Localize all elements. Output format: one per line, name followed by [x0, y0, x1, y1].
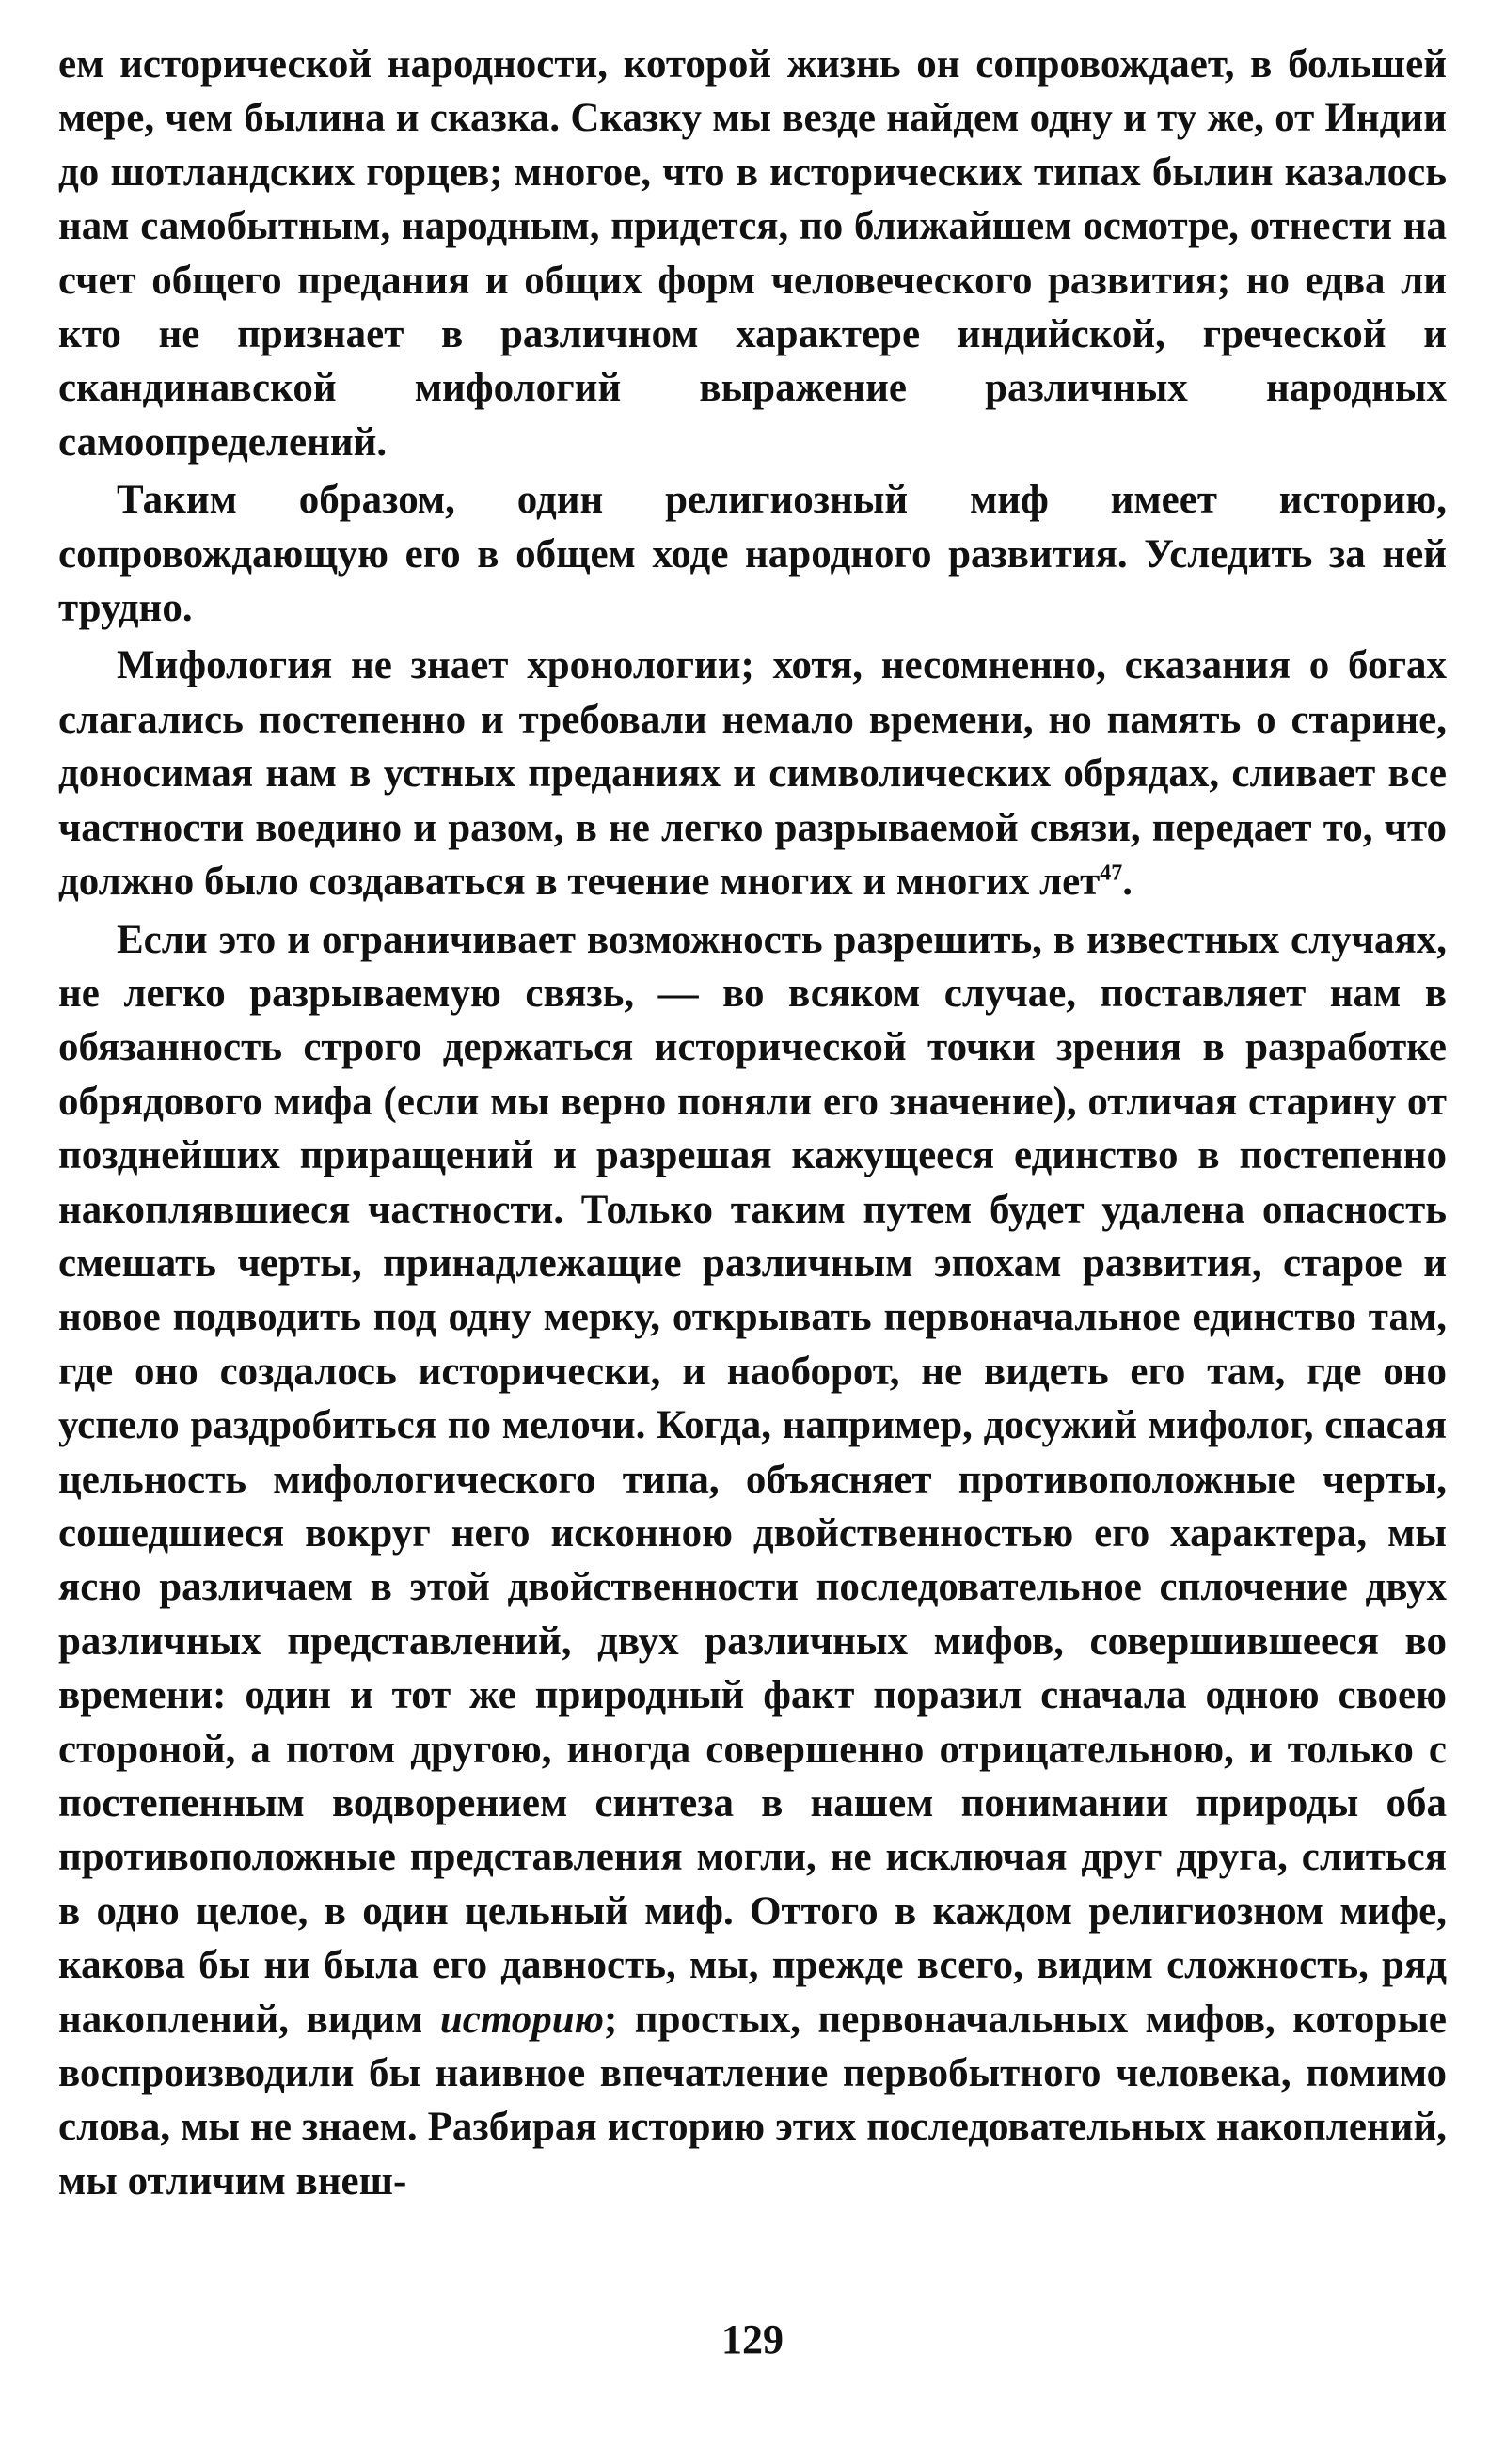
- footnote-marker[interactable]: 47: [1100, 861, 1123, 886]
- paragraph-historical-view: [58, 913, 1447, 2209]
- paragraph-text-end: .: [1122, 860, 1133, 905]
- paragraph-text: Мифология не знает хронологии; хотя, несомненно, сказания о богах слагались постепенно и требовали немало времени, но память о старине, доносимая нам в устных преданиях и символических обрядах, сливает все частности воедино и разом, в не легко разрываемой связи, передает то, что должно было создаваться в течение многих и многих лет: [58, 643, 1447, 905]
- paragraph-text: ем исторической народности, которой жизнь он сопровождает, в большей мере, чем былина и сказка. Сказку мы везде найдем одну и ту же, от Индии до шотландских горцев; многое, что в исторических типах былин казалось нам самобытным, народным, придется, по ближайшем осмотре, отнести на счет общего предания и общих форм человеческого развития; но едва ли кто не признает в различном характере индийской, греческой и скандинавской мифологий выражение различных народных самоопределений.: [58, 42, 1447, 465]
- italic-emphasis: историю: [439, 1997, 604, 2042]
- paragraph-chronology: [58, 639, 1447, 908]
- body-text: [58, 38, 1447, 2208]
- paragraph-text: Если это и ограничивает возможность разрешить, в известных случаях, не легко разрываемую связь, — во всяком случае, поставляет нам в обязанность строго держаться исторической точки зрения в разработке обрядового мифа (если мы верно поняли его значение), отличая старину от позднейших приращений и разрешая кажущееся единство в постепенно накоплявшиеся частности. Только таким путем будет удалена опасность смешать черты, принадлежащие различным эпохам развития, старое и новое подводить под одну мерку, открывать первоначальное единство там, где оно создалось исторически, и наоборот, не видеть его там, где оно успело раздробиться по мелочи. Когда, например, досужий мифолог, спасая цельность мифологического типа, объясняет противоположные черты, сошедшиеся вокруг него исконною двойственностью его характера, мы ясно различаем в этой двойственности последовательное сплочение двух различных представлений, двух различных мифов, совершившееся во времени: один и тот же природный факт поразил сначала одною своею стороной, а потом другою, иногда совершенно отрицательною, и только с постепенным водворением синтеза в нашем понимании природы оба противоположные представления могли, не исключая друг друга, слиться в одно целое, в один цельный миф. Оттого в каждом религиозном мифе, какова бы ни была его давность, мы, прежде всего, видим сложность, ряд накоплений, видим: [58, 917, 1447, 2042]
- page-number: 129: [721, 2316, 784, 2362]
- paragraph-continuation: [58, 38, 1447, 469]
- book-page: [58, 38, 1447, 2426]
- paragraph-text: Таким образом, один религиозный миф имеет историю, сопровождающую его в общем ходе народного развития. Уследить за ней трудно.: [58, 478, 1447, 631]
- paragraph-text-end: ; простых, первоначальных мифов, которые воспроизводили бы наивное впечатление первобытного человека, помимо слова, мы не знаем. Разбирая историю этих последовательных накоплений, мы отличим внеш-: [58, 1997, 1448, 2203]
- paragraph-history-of-myth: [58, 473, 1447, 635]
